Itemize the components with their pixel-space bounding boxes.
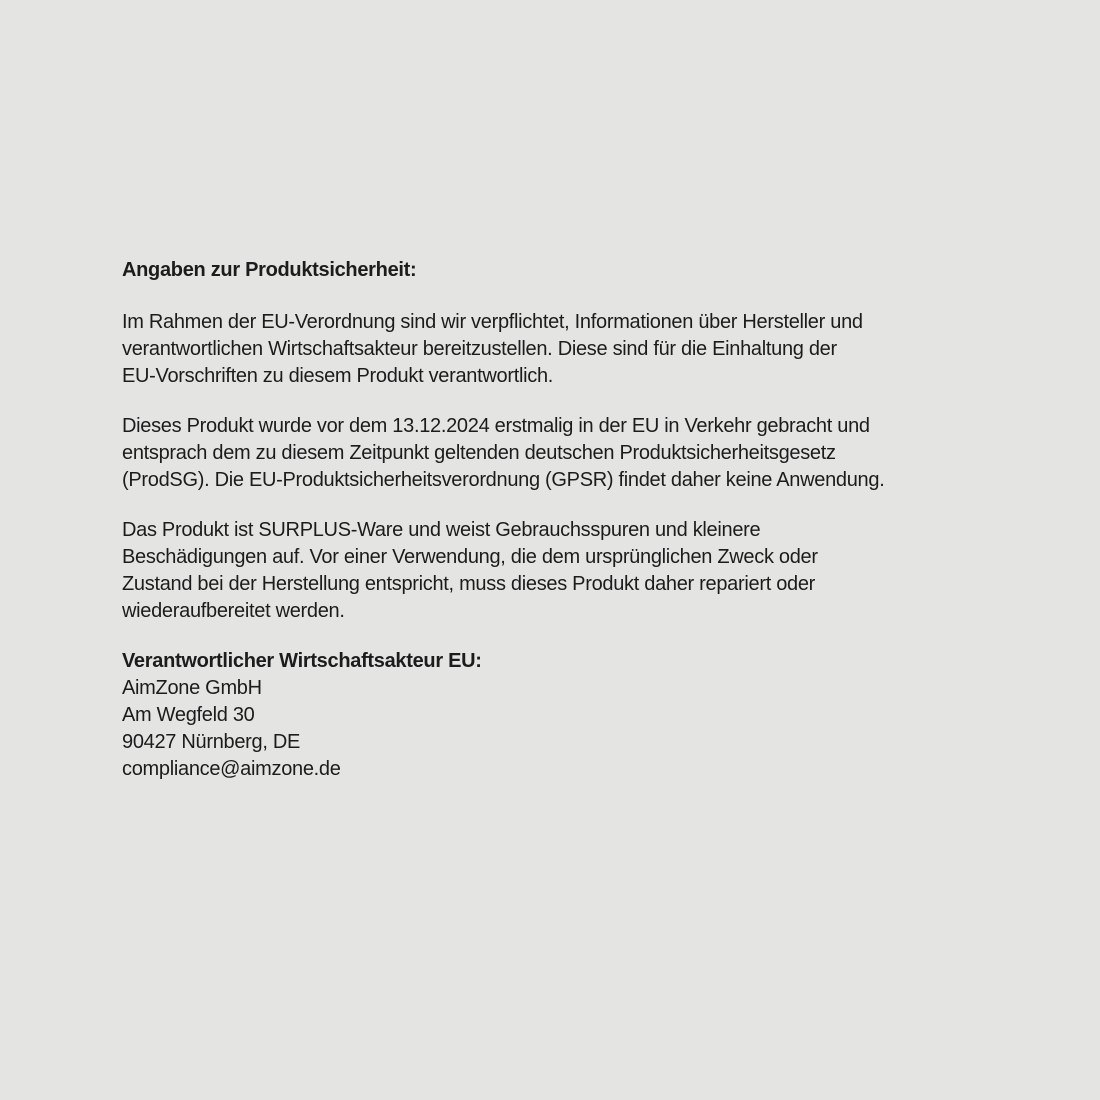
text-line: (ProdSG). Die EU-Produktsicherheitsverordnung (GPSR) findet daher keine Anwendung. [122, 469, 885, 491]
notice-content [122, 257, 1002, 783]
text-line: wiederaufbereitet werden. [122, 600, 345, 622]
email-text: compliance@aimzone.de [122, 758, 341, 780]
company-name: AimZone GmbH [122, 677, 262, 699]
text-line: EU-Vorschriften zu diesem Produkt verantwortlich. [122, 365, 554, 387]
text-line: Zustand bei der Herstellung entspricht, muss dieses Produkt daher repariert oder [122, 573, 816, 595]
paragraph-surplus-condition [122, 517, 1002, 625]
city-address: 90427 Nürnberg, DE [122, 731, 301, 753]
responsible-actor-heading: Verantwortlicher Wirtschaftsakteur EU: [122, 650, 482, 672]
paragraph-eu-regulation [122, 309, 1002, 390]
text-line: Das Produkt ist SURPLUS-Ware und weist Gebrauchsspuren und kleinere [122, 519, 761, 541]
product-safety-heading: Angaben zur Produktsicherheit: [122, 259, 417, 281]
paragraph-market-placement [122, 413, 1002, 494]
text-line: Im Rahmen der EU-Verordnung sind wir verpflichtet, Informationen über Hersteller und [122, 311, 863, 333]
text-line: entsprach dem zu diesem Zeitpunkt geltenden deutschen Produktsicherheitsgesetz [122, 442, 836, 464]
text-line: verantwortlichen Wirtschaftsakteur bereitzustellen. Diese sind für die Einhaltung der [122, 338, 837, 360]
text-line: Beschädigungen auf. Vor einer Verwendung, die dem ursprünglichen Zweck oder [122, 546, 818, 568]
street-address: Am Wegfeld 30 [122, 704, 255, 726]
text-line: Dieses Produkt wurde vor dem 13.12.2024 erstmalig in der EU in Verkehr gebracht und [122, 415, 870, 437]
